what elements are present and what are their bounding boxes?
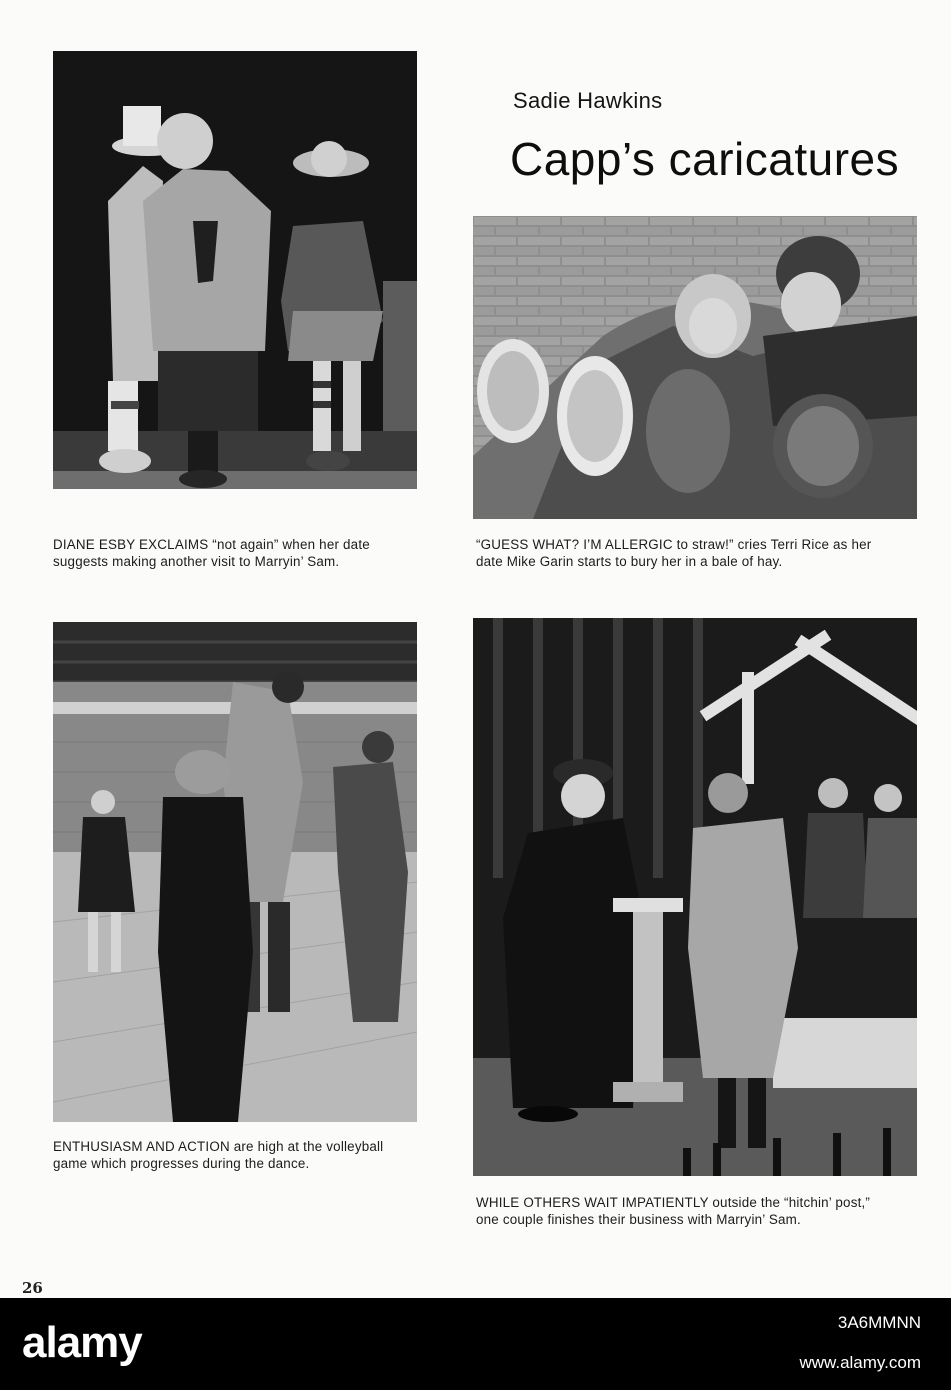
caption-volleyball-line1: are high at the volleyball [229, 1139, 384, 1154]
page-title: Capp’s caricatures [510, 133, 900, 185]
photo-hay-bale [473, 216, 917, 519]
caption-stage-skit-line1: “not again” when her date [208, 537, 370, 552]
caption-volleyball-lead: ENTHUSIASM AND ACTION [53, 1139, 230, 1154]
caption-stage-skit-line2: suggests making another visit to Marryin’ Sam. [53, 554, 340, 569]
section-kicker: Sadie Hawkins [513, 88, 663, 113]
stock-site-url: www.alamy.com [799, 1353, 921, 1372]
page-number: 26 [22, 1279, 43, 1297]
caption-hitchin-post-line2: one couple finishes their business with Marryin’ Sam. [476, 1212, 801, 1227]
stock-brand-logo: alamy [22, 1318, 142, 1367]
photo-volleyball [53, 622, 417, 1122]
photo-hitchin-post [473, 618, 917, 1176]
caption-stage-skit [53, 536, 370, 570]
stock-image-id: 3A6MMNN [837, 1313, 921, 1332]
caption-hay-bale-lead: “GUESS WHAT? I’M ALLERGIC to straw!” [476, 537, 734, 552]
caption-volleyball [53, 1138, 383, 1172]
stock-footer-bar [0, 1298, 951, 1390]
caption-hay-bale-line1: cries Terri Rice as her [733, 537, 872, 552]
photo-stage-skit [53, 51, 417, 489]
caption-hay-bale [476, 536, 871, 570]
caption-stage-skit-lead: DIANE ESBY EXCLAIMS [53, 537, 209, 552]
caption-hitchin-post-lead: WHILE OTHERS WAIT IMPATIENTLY [476, 1195, 709, 1210]
caption-hitchin-post-line1: outside the “hitchin’ post,” [708, 1195, 871, 1210]
caption-volleyball-line2: game which progresses during the dance. [53, 1156, 310, 1171]
caption-hay-bale-line2: date Mike Garin starts to bury her in a bale of hay. [476, 554, 783, 569]
caption-hitchin-post [476, 1194, 870, 1228]
